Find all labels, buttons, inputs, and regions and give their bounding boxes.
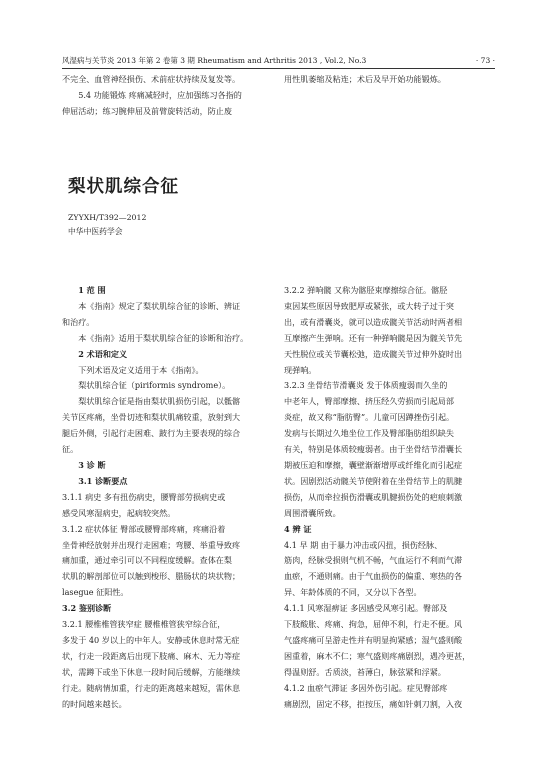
text-line: 发病与长期过久地坐位工作及臀部脂肪组织缺失 xyxy=(284,428,454,439)
header-rule xyxy=(62,68,495,69)
text-line: 4.1 早 期 由于暴力冲击或闪扭，损伤经脉、 xyxy=(284,539,443,550)
text-line: 行走。随病情加重，行走的距离越来越短，需休息 xyxy=(62,682,241,693)
text-line: 不完全、血管神经损伤、术前症状持续及复发等。 xyxy=(62,74,241,84)
text-line: 期被压迫和摩擦，囊壁渐渐增厚或纤维化而引起症 xyxy=(284,459,463,470)
text-line: 3.2.1 腰椎椎管狭窄症 腰椎椎管狭窄综合征， xyxy=(62,619,226,630)
text-line: 互摩擦产生弹响。还有一种弹响髋是因为髋关节先 xyxy=(284,332,463,343)
left-column xyxy=(62,283,275,712)
text-line: 关节区疼痛，坐骨切迹和梨状肌痛较重，放射到大 xyxy=(62,412,241,423)
text-line: 炎症，故又称“脂肪臀”。儿童可因蹲挫伤引起。 xyxy=(284,412,455,423)
text-line: 下肢酸胀、疼痛、拘急，屈伸不利，行走不便。风 xyxy=(284,619,463,630)
text-line: lasegue 征阳性。 xyxy=(62,587,129,598)
running-header xyxy=(62,56,495,66)
subsection-heading: 3.2 鉴别诊断 xyxy=(62,603,112,614)
section-heading: 3 诊 断 xyxy=(78,459,106,470)
text-line: 现弹响。 xyxy=(284,364,317,375)
text-line: 4.1.2 血瘀气滞证 多因外伤引起。症见臀部疼 xyxy=(284,682,448,693)
text-line: 本《指南》适用于梨状肌综合征的诊断和治疗。 xyxy=(78,332,249,343)
text-line: 痛加重，通过牵引可以不同程度缓解。查体在梨 xyxy=(62,555,232,566)
text-line: 3.2.2 弹响髋 又称为髂胫束摩擦综合征。髂胫 xyxy=(284,285,448,295)
text-line: 状肌的解剖部位可以触到梭形、腊肠状的块状物； xyxy=(62,571,241,582)
subsection-heading: 3.1 诊断要点 xyxy=(78,475,128,486)
section-heading: 5.4 功能锻炼 疼痛减轻时，应加强练习各指的 xyxy=(78,89,242,100)
text-line: 梨状肌综合征是指由梨状肌损伤引起，以骶髂 xyxy=(78,396,241,407)
text-line: 出，或有滑囊炎，就可以造成髋关节活动时两者相 xyxy=(284,316,463,327)
text-line: 下列术语及定义适用于本《指南》。 xyxy=(78,364,204,375)
text-line: 征。 xyxy=(62,444,79,455)
text-line: 腿后外侧，引起行走困难、跛行为主要表现的综合 xyxy=(62,428,241,439)
right-column xyxy=(284,283,497,712)
article-title: 梨状肌综合征 xyxy=(68,177,179,197)
page-number: · 73 · xyxy=(475,56,495,65)
section-heading: 2 术语和定义 xyxy=(78,348,128,359)
text-line: 状。因剧烈活动髋关节使附着在坐骨结节上的肌腱 xyxy=(284,475,463,486)
text-line: 周围滑囊所致。 xyxy=(284,507,341,518)
standard-code: ZYYXH/T392—2012 xyxy=(68,213,147,222)
text-line: 筋肉，经脉受损则气机不畅，气血运行不利而气滞 xyxy=(284,555,463,566)
text-line: 伸屈活动；练习腕伸屈及前臂旋转活动，防止废 xyxy=(62,105,232,116)
text-line: 困重着，麻木不仁；寒气盛则疼痛剧烈，遇冷更甚， xyxy=(284,650,471,661)
section-heading: 1 范 围 xyxy=(78,285,106,295)
text-line: 3.1.2 症状体征 臀部或腰臀部疼痛，疼痛沿着 xyxy=(62,523,226,534)
previous-article-left xyxy=(62,72,275,120)
text-line: 状，行走一段距离后出现下肢痛、麻木、无力等症 xyxy=(62,650,241,661)
text-line: 多发于 40 岁以上的中年人。安静或休息时常无症 xyxy=(62,634,240,645)
text-line: 坐骨神经放射并出现行走困难；弯腰、举重导致疼 xyxy=(62,539,241,550)
text-line: 3.1.1 病史 多有扭伤病史，腰臀部劳损病史或 xyxy=(62,491,226,502)
text-line: 4.1.1 风寒湿痹证 多因感受风寒引起。臀部及 xyxy=(284,603,448,614)
text-line: 状，需蹲下或坐下休息一段时间后缓解，方能继续 xyxy=(62,666,241,677)
text-line: 异、年龄体质的不同，又分以下各型。 xyxy=(284,587,422,598)
text-line: 和治疗。 xyxy=(62,316,95,327)
text-line: 感受风寒湿病史，起病较突然。 xyxy=(62,507,176,518)
text-line: 的时间越来越长。 xyxy=(62,698,127,709)
text-line: 束因某些原因导致肥厚或紧张，或大转子过于突 xyxy=(284,300,454,311)
text-line: 气盛疼痛可呈游走性并有明显拘紧感；湿气盛则酸 xyxy=(284,634,463,645)
text-line: 3.2.3 坐骨结节滑囊炎 发于体质瘦弱而久坐的 xyxy=(284,380,448,391)
text-line: 中老年人，臀部摩擦、挤压经久劳损而引起局部 xyxy=(284,396,454,407)
text-line: 损伤，从而牵拉损伤滑囊或肌腱损伤处的疤痕刺激 xyxy=(284,491,463,502)
text-line: 得温则舒。舌质淡，苔薄白，脉弦紧和浮紧。 xyxy=(284,666,446,677)
journal-citation: 风湿病与关节炎 2013 年第 2 卷第 3 期 Rheumatism and Arthritis 2013 , Vol.2, No.3 xyxy=(62,56,367,65)
text-line: 天性脱位或关节囊松弛，造成髋关节过伸外旋时出 xyxy=(284,348,463,359)
text-line: 血瘀，不通则痛。由于气血损伤的偏重、寒热的各 xyxy=(284,571,463,582)
text-line: 梨状肌综合征（piriformis syndrome）。 xyxy=(78,380,231,391)
previous-article-right xyxy=(284,72,497,88)
text-line: 用性肌萎缩及粘连；术后及早开始功能锻炼。 xyxy=(284,74,446,84)
section-heading: 4 辨 证 xyxy=(284,523,312,534)
text-line: 痛剧烈，固定不移，拒按压，痛如针刺刀割，入夜 xyxy=(284,698,463,709)
issuing-organization: 中华中医药学会 xyxy=(68,227,123,236)
text-line: 有关，特别是体质较瘦弱者。由于坐骨结节滑囊长 xyxy=(284,444,463,455)
text-line: 本《指南》规定了梨状肌综合征的诊断、辨证 xyxy=(78,300,241,311)
